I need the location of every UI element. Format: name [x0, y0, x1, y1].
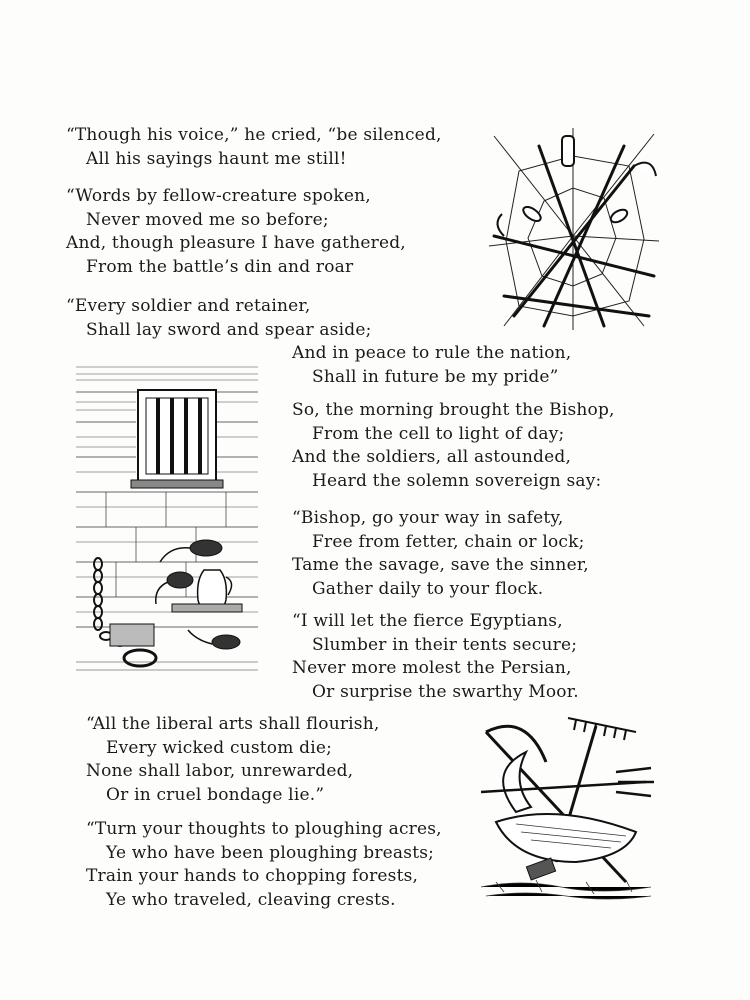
poem-line: Gather daily to your flock.: [312, 578, 544, 599]
farm-tools-icon: [476, 712, 660, 908]
weapons-cobweb-illustration: [484, 126, 662, 332]
poem-line: None shall labor, unrewarded,: [86, 761, 354, 781]
stanza-7: [86, 713, 379, 807]
poem-line: “Bishop, go your way in safety,: [292, 508, 564, 528]
stanza-1: [66, 124, 442, 171]
poem-line: And the soldiers, all astounded,: [292, 447, 572, 467]
poem-line: “I will let the fierce Egyptians,: [292, 611, 563, 631]
poem-line: Ye who have been ploughing breasts;: [106, 842, 435, 863]
farm-tools-illustration: [476, 712, 660, 908]
stanza-2: [66, 185, 406, 279]
poem-line: “Every soldier and retainer,: [66, 296, 311, 316]
poem-line: “Words by fellow-creature spoken,: [66, 186, 371, 206]
stanza-4: [292, 399, 615, 493]
poem-line: So, the morning brought the Bishop,: [292, 400, 615, 420]
stanza-5: [292, 507, 589, 601]
poem-line: From the cell to light of day;: [312, 423, 565, 444]
prison-cell-illustration: [76, 362, 258, 680]
weapons-icon: [484, 126, 662, 332]
stanza-6: [292, 610, 579, 704]
stanza-3a: [66, 295, 372, 342]
poem-line: Or surprise the swarthy Moor.: [312, 681, 579, 702]
poem-line: Ye who traveled, cleaving crests.: [106, 889, 396, 910]
poem-line: Or in cruel bondage lie.”: [106, 784, 325, 805]
prison-cell-icon: [76, 362, 258, 680]
poem-line: Never moved me so before;: [86, 209, 329, 230]
poem-line: “Turn your thoughts to ploughing acres,: [86, 819, 442, 839]
poem-line: “All the liberal arts shall flourish,: [86, 714, 380, 734]
stanza-8: [86, 818, 442, 912]
poem-line: All his sayings haunt me still!: [86, 148, 347, 169]
poem-line: Free from fetter, chain or lock;: [312, 531, 585, 552]
poem-line: Train your hands to chopping forests,: [86, 866, 419, 886]
poem-line: Shall lay sword and spear aside;: [86, 319, 372, 340]
stanza-3b: [292, 342, 571, 389]
poem-line: Shall in future be my pride”: [312, 366, 559, 387]
poem-line: Tame the savage, save the sinner,: [292, 555, 589, 575]
poem-line: Slumber in their tents secure;: [312, 634, 578, 655]
poem-line: “Though his voice,” he cried, “be silenced,: [66, 125, 442, 145]
poem-line: From the battle’s din and roar: [86, 256, 354, 277]
poem-line: Every wicked custom die;: [106, 737, 333, 758]
poem-line: Never more molest the Persian,: [292, 658, 572, 678]
poem-line: Heard the solemn sovereign say:: [312, 470, 602, 491]
poem-line: And, though pleasure I have gathered,: [66, 233, 406, 253]
poem-line: And in peace to rule the nation,: [292, 343, 572, 363]
